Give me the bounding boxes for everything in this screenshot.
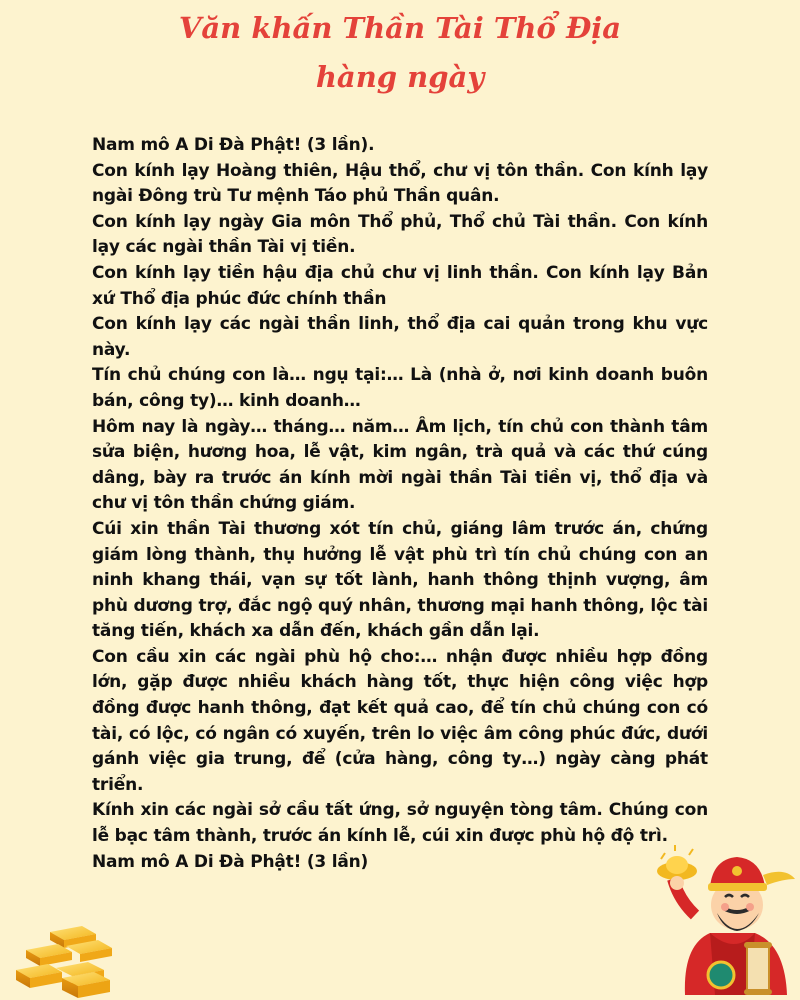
than-tai-god-of-wealth-icon bbox=[655, 845, 800, 1000]
paragraph: Con kính lạy ngày Gia môn Thổ phủ, Thổ chủ Tài thần. Con kính lạy các ngài thần Tài vị tiền. bbox=[92, 211, 708, 258]
gold-bars-icon bbox=[12, 922, 127, 1000]
paragraph: Tín chủ chúng con là… ngụ tại:… Là (nhà ở, nơi kinh doanh buôn bán, công ty)… kinh doanh… bbox=[92, 365, 708, 411]
title-line-2: hàng ngày bbox=[315, 60, 485, 94]
paragraph: Con kính lạy tiền hậu địa chủ chư vị linh thần. Con kính lạy Bản xứ Thổ địa phúc đức chính thần bbox=[92, 262, 708, 309]
page-title bbox=[0, 4, 800, 102]
paragraph: Kính xin các ngài sở cầu tất ứng, sở nguyện tòng tâm. Chúng con lễ bạc tâm thành, trước án kính lễ, cúi xin được phù hộ độ trì. bbox=[92, 800, 708, 847]
paragraph: Con kính lạy các ngài thần linh, thổ địa cai quản trong khu vực này. bbox=[92, 314, 708, 360]
paragraph: Hôm nay là ngày… tháng… năm… Âm lịch, tín chủ con thành tâm sửa biện, hương hoa, lễ vật, kim ngân, trà quả và các thứ cúng dâng, bày ra trước án kính mời ngài thần Tài tiền vị, thổ địa và chư vị tôn thần chứng giám. bbox=[92, 416, 708, 514]
title-line-1: Văn khấn Thần Tài Thổ Địa bbox=[178, 11, 622, 45]
paragraph: Nam mô A Di Đà Phật! (3 lần). bbox=[92, 135, 375, 155]
paragraph: Nam mô A Di Đà Phật! (3 lần) bbox=[92, 851, 369, 872]
prayer-text bbox=[92, 133, 708, 875]
paragraph: Con cầu xin các ngài phù hộ cho:… nhận được nhiều hợp đồng lớn, gặp được nhiều khách hàng tốt, thực hiện công việc hợp đồng được hanh thông, đạt kết quả cao, để tín chủ chúng con có tài, có lộc, có ngân có xuyến, trên lo việc âm công phúc đức, dưới gánh việc gia trung, để (cửa hàng, công ty…) ngày càng phát triển. bbox=[92, 646, 708, 795]
paragraph: Con kính lạy Hoàng thiên, Hậu thổ, chư vị tôn thần. Con kính lạy ngài Đông trù Tư mệnh Táo phủ Thần quân. bbox=[92, 160, 708, 207]
paragraph: Cúi xin thần Tài thương xót tín chủ, giáng lâm trước án, chứng giám lòng thành, thụ hưởng lễ vật phù trì tín chủ chúng con an ninh khang thái, vạn sự tốt lành, hanh thông thịnh vượng, âm phù dương trợ, đắc ngộ quý nhân, thương mại hanh thông, lộc tài tăng tiến, khách xa dẫn đến, khách gần dẫn lại. bbox=[92, 518, 708, 642]
